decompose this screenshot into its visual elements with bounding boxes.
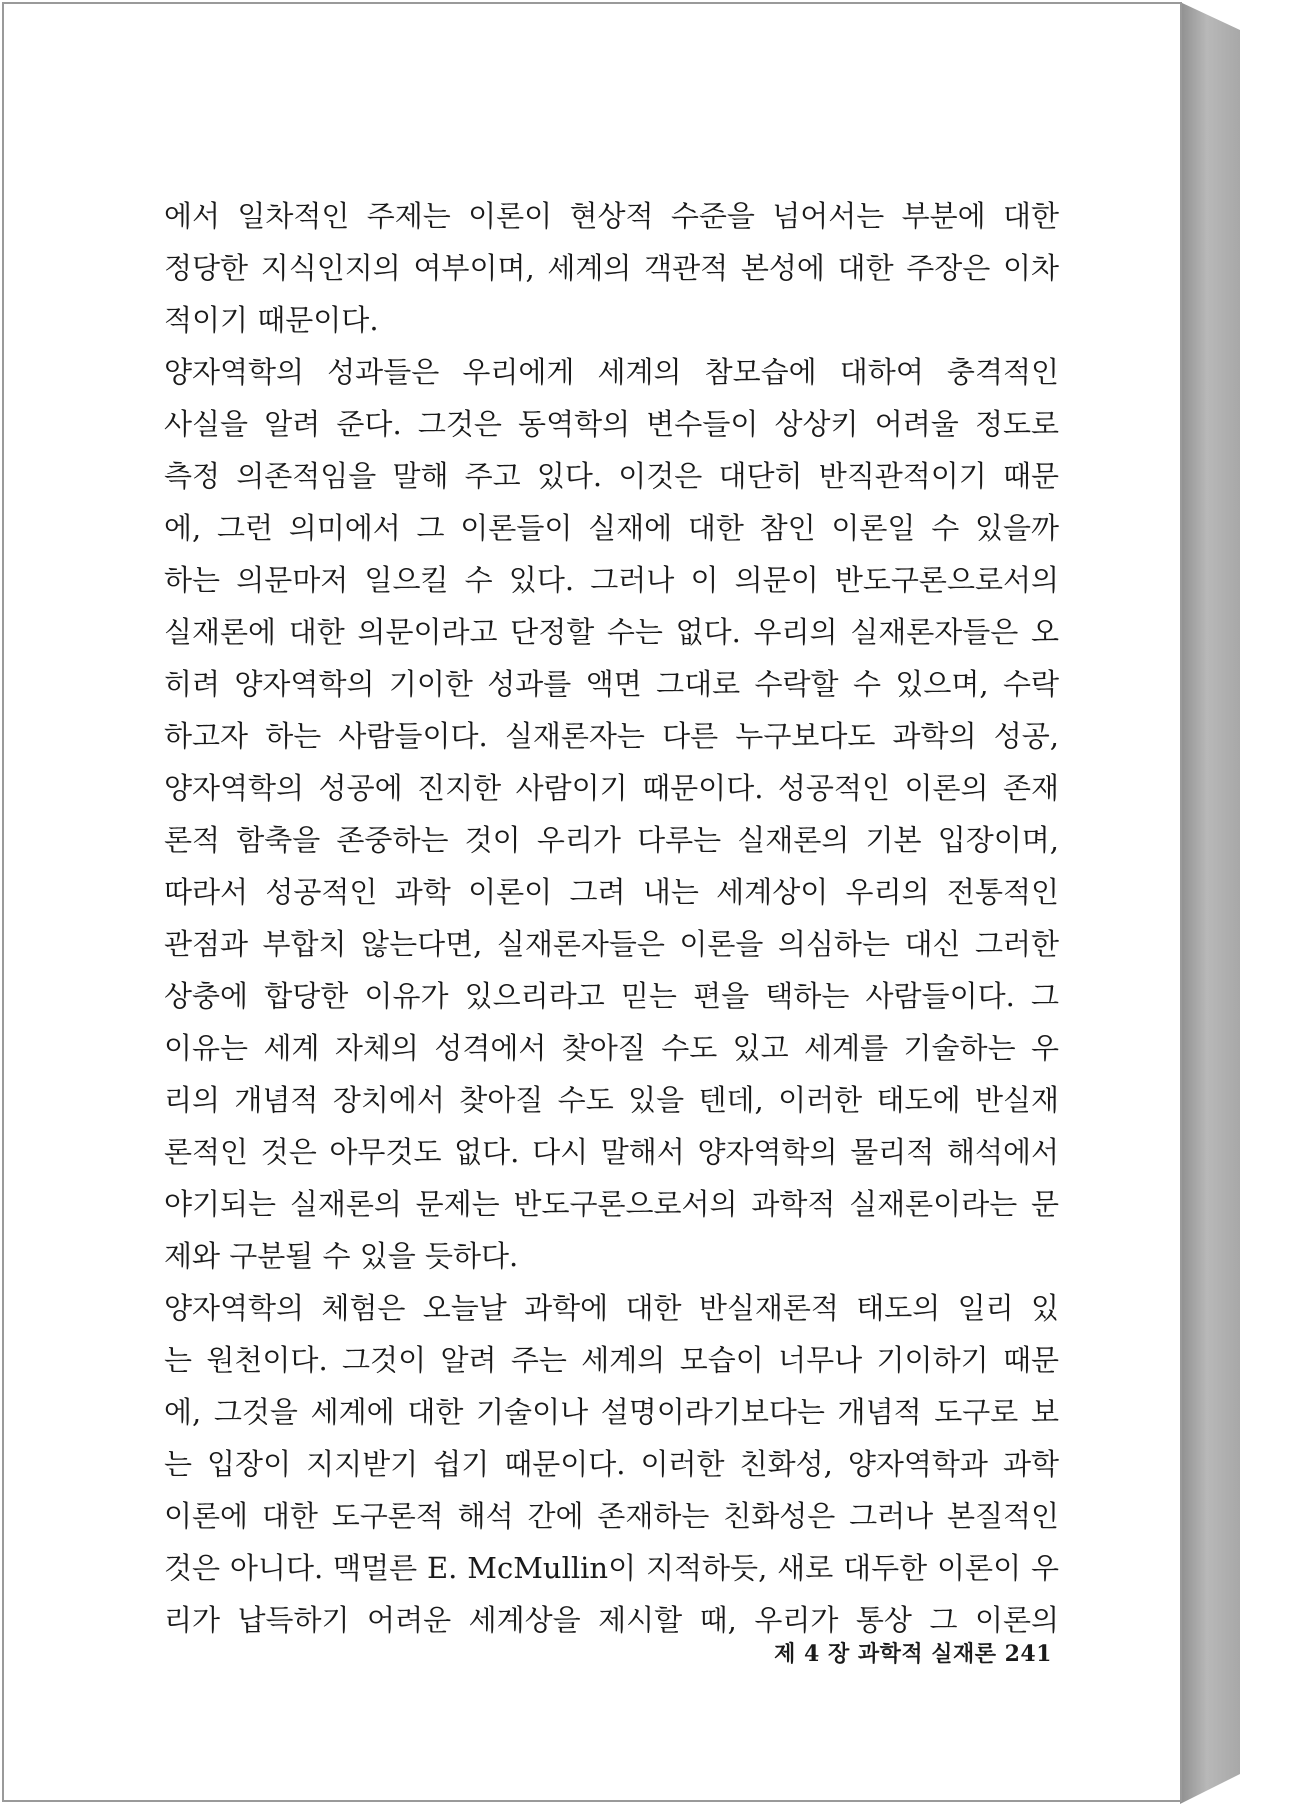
text-line: 는 입장이 지지받기 쉽기 때문이다. 이러한 친화성, 양자역학과 과학 <box>164 1447 1059 1481</box>
text-line: 양자역학의 체험은 오늘날 과학에 대한 반실재론적 태도의 일리 있 <box>164 1291 1059 1325</box>
book-page <box>2 2 1182 1802</box>
text-line: 실재론에 대한 의문이라고 단정할 수는 없다. 우리의 실재론자들은 오 <box>164 615 1059 649</box>
text-line: 양자역학의 성공에 진지한 사람이기 때문이다. 성공적인 이론의 존재 <box>164 771 1059 805</box>
text-line: 정당한 지식인지의 여부이며, 세계의 객관적 본성에 대한 주장은 이차 <box>164 251 1059 285</box>
text-line: 양자역학의 성과들은 우리에게 세계의 참모습에 대하여 충격적인 <box>164 355 1059 389</box>
text-line: 상충에 합당한 이유가 있으리라고 믿는 편을 택하는 사람들이다. 그 <box>164 979 1059 1013</box>
text-line: 제와 구분될 수 있을 듯하다. <box>164 1239 519 1273</box>
page-number: 241 <box>1004 1641 1052 1667</box>
body-text <box>164 190 1059 1646</box>
text-line: 에, 그런 의미에서 그 이론들이 실재에 대한 참인 이론일 수 있을까 <box>164 511 1059 545</box>
text-line: 론적 함축을 존중하는 것이 우리가 다루는 실재론의 기본 입장이며, <box>164 823 1059 857</box>
text-line: 하는 의문마저 일으킬 수 있다. 그러나 이 의문이 반도구론으로서의 <box>164 563 1059 597</box>
text-line: 에, 그것을 세계에 대한 기술이나 설명이라기보다는 개념적 도구로 보 <box>164 1395 1059 1429</box>
text-line: 리가 납득하기 어려운 세계상을 제시할 때, 우리가 통상 그 이론의 <box>164 1603 1059 1637</box>
text-line: 이론에 대한 도구론적 해석 간에 존재하는 친화성은 그러나 본질적인 <box>164 1499 1059 1533</box>
text-line: 에서 일차적인 주제는 이론이 현상적 수준을 넘어서는 부분에 대한 <box>164 199 1059 233</box>
text-line: 야기되는 실재론의 문제는 반도구론으로서의 과학적 실재론이라는 문 <box>164 1187 1059 1221</box>
text-line: 측정 의존적임을 말해 주고 있다. 이것은 대단히 반직관적이기 때문 <box>164 459 1059 493</box>
text-line: 리의 개념적 장치에서 찾아질 수도 있을 텐데, 이러한 태도에 반실재 <box>164 1083 1059 1117</box>
text-line: 적이기 때문이다. <box>164 303 379 337</box>
text-line: 관점과 부합치 않는다면, 실재론자들은 이론을 의심하는 대신 그러한 <box>164 927 1059 961</box>
text-line: 따라서 성공적인 과학 이론이 그려 내는 세계상이 우리의 전통적인 <box>164 875 1059 909</box>
page-block-spine <box>1180 2 1240 1804</box>
text-line: 론적인 것은 아무것도 없다. 다시 말해서 양자역학의 물리적 해석에서 <box>164 1135 1059 1169</box>
text-line: 사실을 알려 준다. 그것은 동역학의 변수들이 상상키 어려울 정도로 <box>164 407 1059 441</box>
text-line: 이유는 세계 자체의 성격에서 찾아질 수도 있고 세계를 기술하는 우 <box>164 1031 1059 1065</box>
text-line: 것은 아니다. 맥멀른 E. McMullin이 지적하듯, 새로 대두한 이론이 우 <box>164 1551 1059 1585</box>
chapter-title: 제 4 장 과학적 실재론 <box>774 1641 997 1667</box>
running-footer <box>766 1637 1052 1668</box>
text-line: 히려 양자역학의 기이한 성과를 액면 그대로 수락할 수 있으며, 수락 <box>164 667 1059 701</box>
text-line: 하고자 하는 사람들이다. 실재론자는 다른 누구보다도 과학의 성공, <box>164 719 1059 753</box>
text-line: 는 원천이다. 그것이 알려 주는 세계의 모습이 너무나 기이하기 때문 <box>164 1343 1059 1377</box>
